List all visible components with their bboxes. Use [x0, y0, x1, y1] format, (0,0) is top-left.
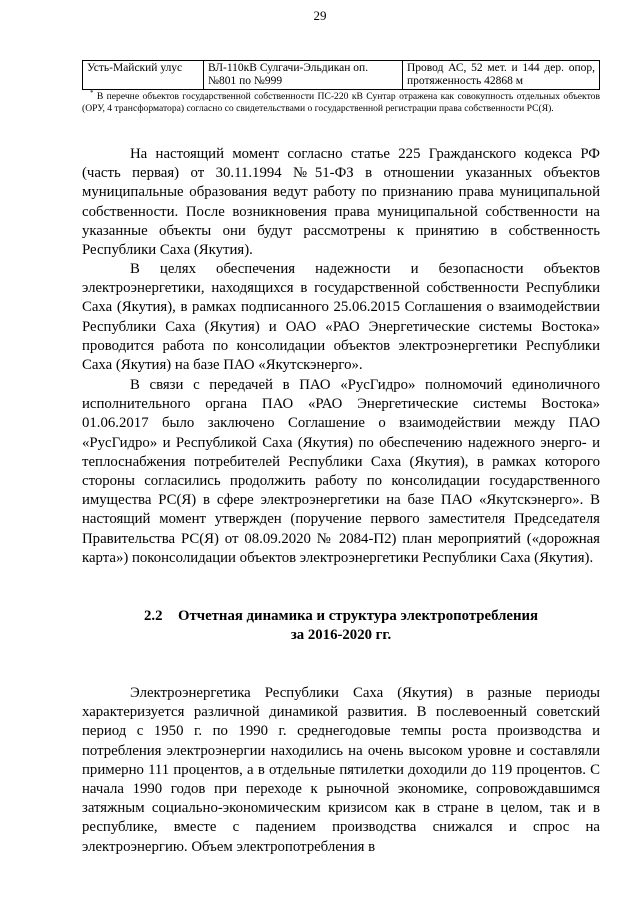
table-cell-district: Усть-Майский улус: [83, 61, 204, 90]
paragraph-municipal-ownership: На настоящий момент согласно статье 225 Гражданского кодекса РФ (часть первая) от 30.11.1994 №51-ФЗ в отношении указанных объектов муниципальные образования ведут работу по признанию права муниципальной собственности. После возникновения права муниципальной собственности на указанные объекты они будут рассмотрены к принятию в собственность Республики Саха (Якутия).: [82, 146, 600, 259]
page-number: 29: [313, 8, 327, 23]
section-heading: [82, 607, 600, 645]
section-heading-line1: [82, 607, 600, 626]
section-title: Отчетная динамика и структура электропотребления: [177, 608, 539, 624]
section-number: 2.2: [143, 608, 163, 624]
footnote-text: В перечне объектов государственной собственности ПС-220 кВ Сунтар отражена как совокупность отдельных объектов (ОРУ, 4 трансформатора) согласно со свидетельствами о государственной регистрации права собственности РС(Я).: [82, 91, 600, 114]
paragraph-consolidation-agreement: В целях обеспечения надежности и безопасности объектов электроэнергетики, находящихся в государственной собственности Республики Саха (Якутия), в рамках подписанного 25.06.2015 Соглашения о взаимодействии Республики Саха (Якутия) и ОАО «РАО Энергетические системы Востока» проводится работа по консолидации объектов электроэнергетики Республики Саха (Якутия) на базе ПАО «Якутскэнерго».: [82, 261, 600, 374]
section-heading-line2: за 2016-2020 гг.: [290, 627, 392, 643]
assets-table: [82, 60, 600, 90]
table-cell-description: Провод АС, 52 мет. и 144 дер. опор, протяженность 42868 м: [403, 61, 600, 90]
table-cell-line: ВЛ-110кВ Сулгачи-Эльдикан оп. №801 по №999: [204, 61, 403, 90]
paragraph-rushydro-agreement: В связи с передачей в ПАО «РусГидро» полномочий единоличного исполнительного органа ПАО «РАО Энергетические системы Востока» 01.06.2017 было заключено Соглашение о взаимодействии между ПАО «РусГидро» и Республикой Саха (Якутия) по обеспечению надежного энерго- и теплоснабжения потребителей Республики Саха (Якутия), в рамках которого стороны согласились продолжить работу по консолидации государственного имущества РС(Я) в сфере электроэнергетики на базе ПАО «Якутскэнерго». В настоящий момент утвержден (поручение первого заместителя Председателя Правительства РС(Я) от 08.09.2020 № 2084-П2) план мероприятий («дорожная карта») поконсолидации объектов электроэнергетики Республики Саха (Якутия).: [82, 377, 600, 566]
footnote-marker: *: [90, 89, 94, 97]
table-row: [83, 61, 600, 90]
footnote: [82, 88, 600, 114]
paragraph-electroenergy-dynamics: Электроэнергетика Республики Саха (Якутия) в разные периоды характеризуется различной динамикой развития. В послевоенный советский период с 1950 г. по 1990 г. среднегодовые темпы роста производства и потребления электроэнергии находились на очень высоком уровне и составляли примерно 111 процентов, а в отдельные пятилетки доходили до 119 процентов. С начала 1990 годов при переходе к рыночной экономике, сопровождавшимся затяжным социально-экономическим кризисом как в стране в целом, так и в республике, вместе с падением производства снижался и спрос на электроэнергию. Объем электропотребления в: [82, 685, 600, 855]
